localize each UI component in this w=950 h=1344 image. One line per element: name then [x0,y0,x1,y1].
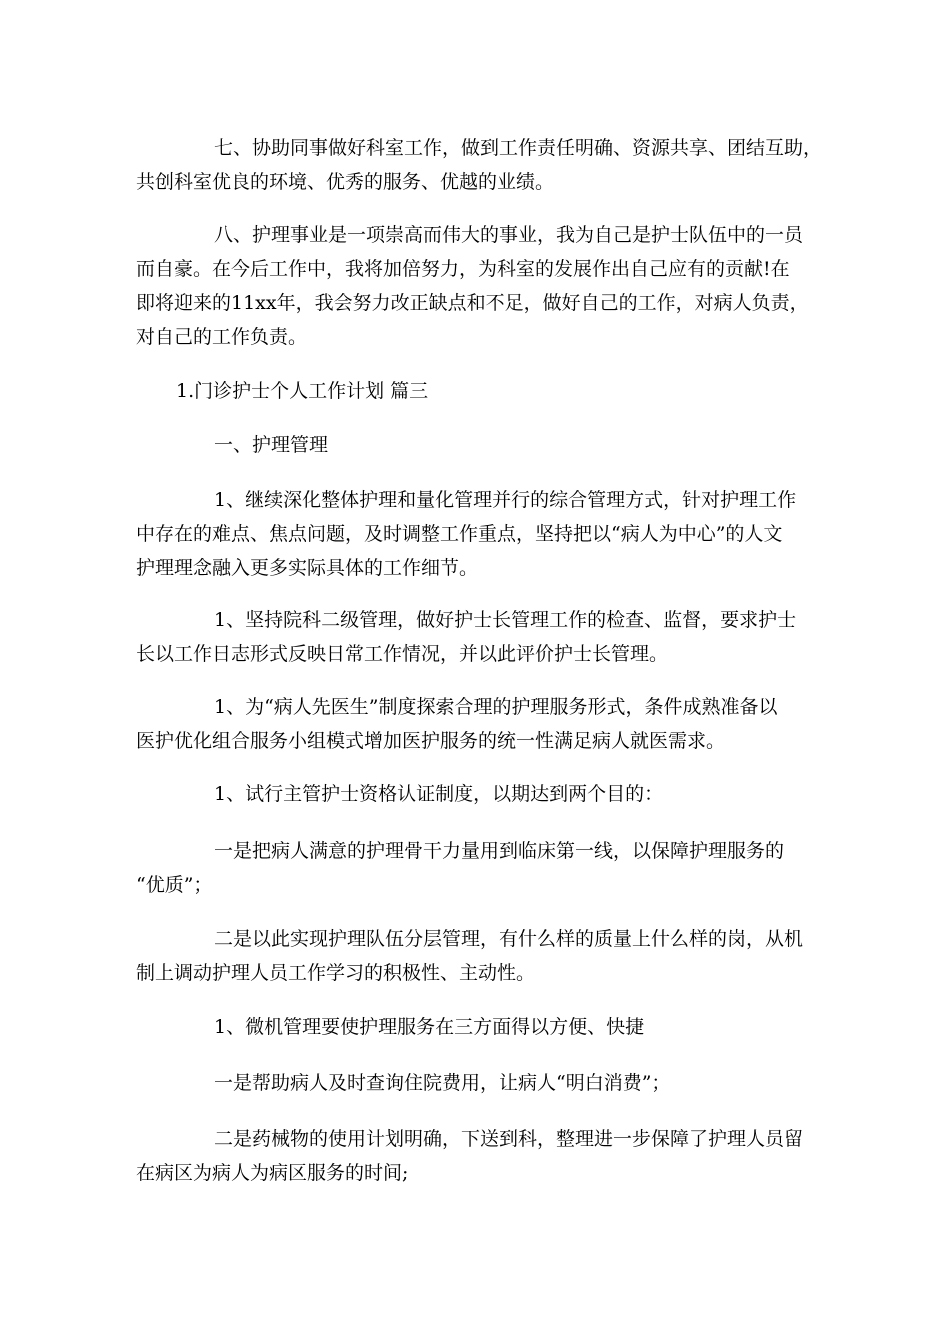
paragraph-line: 长以工作日志形式反映日常工作情况，并以此评价护士长管理。 [136,643,669,665]
paragraph-line: “优质”； [136,874,213,896]
paragraph-goal-1 [136,834,816,902]
subsection-heading [136,428,816,462]
subsection-title: 一、护理管理 [214,434,329,456]
paragraph-line: 医护优化组合服务小组模式增加医护服务的统一性满足病人就医需求。 [136,730,726,752]
paragraph-line: 1、继续深化整体护理和量化管理并行的综合管理方式，针对护理工作 [214,489,797,511]
paragraph-line: 1、坚持院科二级管理，做好护士长管理工作的检查、监督，要求护士 [214,609,797,631]
paragraph-line: 1、为“病人先医生”制度探索合理的护理服务形式，条件成熟准备以 [214,696,778,718]
paragraph-line: 对自己的工作负责。 [136,326,308,348]
paragraph-8 [136,218,816,354]
paragraph-item-5 [136,1010,816,1044]
paragraph-item-2 [136,603,816,671]
paragraph-line: 制上调动护理人员工作学习的积极性、主动性。 [136,962,536,984]
paragraph-item-3 [136,690,816,758]
paragraph-line: 而自豪。在今后工作中，我将加倍努力，为科室的发展作出自己应有的贡献!在 [136,258,790,280]
paragraph-line: 八、护理事业是一项崇高而伟大的事业，我为自己是护士队伍中的一员 [214,224,804,246]
paragraph-benefit-2 [136,1122,816,1190]
paragraph-line: 七、协助同事做好科室工作，做到工作责任明确、资源共享、团结互助， [214,137,823,159]
paragraph-line: 中存在的难点、焦点问题，及时调整工作重点，坚持把以“病人为中心”的人文 [136,523,783,545]
paragraph-benefit-1 [136,1066,816,1100]
paragraph-line: 即将迎来的11xx年，我会努力改正缺点和不足，做好自己的工作，对病人负责， [136,292,809,314]
paragraph-line: 共创科室优良的环境、优秀的服务、优越的业绩。 [136,171,555,193]
paragraph-line: 在病区为病人为病区服务的时间; [136,1162,409,1184]
paragraph-line: 1、微机管理要使护理服务在三方面得以方便、快捷 [214,1016,645,1038]
paragraph-goal-2 [136,922,816,990]
paragraph-line: 1、试行主管护士资格认证制度，以期达到两个目的： [214,783,664,805]
paragraph-line: 一是帮助病人及时查询住院费用，让病人“明白消费”； [214,1072,671,1094]
paragraph-line: 一是把病人满意的护理骨干力量用到临床第一线，以保障护理服务的 [214,840,785,862]
paragraph-item-1 [136,483,816,585]
paragraph-item-4 [136,777,816,811]
section-title: 1.门诊护士个人工作计划 篇三 [176,380,429,402]
paragraph-line: 二是药械物的使用计划明确，下送到科，整理进一步保障了护理人员留 [214,1128,804,1150]
section-heading [136,374,816,408]
paragraph-line: 二是以此实现护理队伍分层管理，有什么样的质量上什么样的岗，从机 [214,928,804,950]
paragraph-line: 护理理念融入更多实际具体的工作细节。 [136,557,479,579]
paragraph-7 [136,131,823,199]
